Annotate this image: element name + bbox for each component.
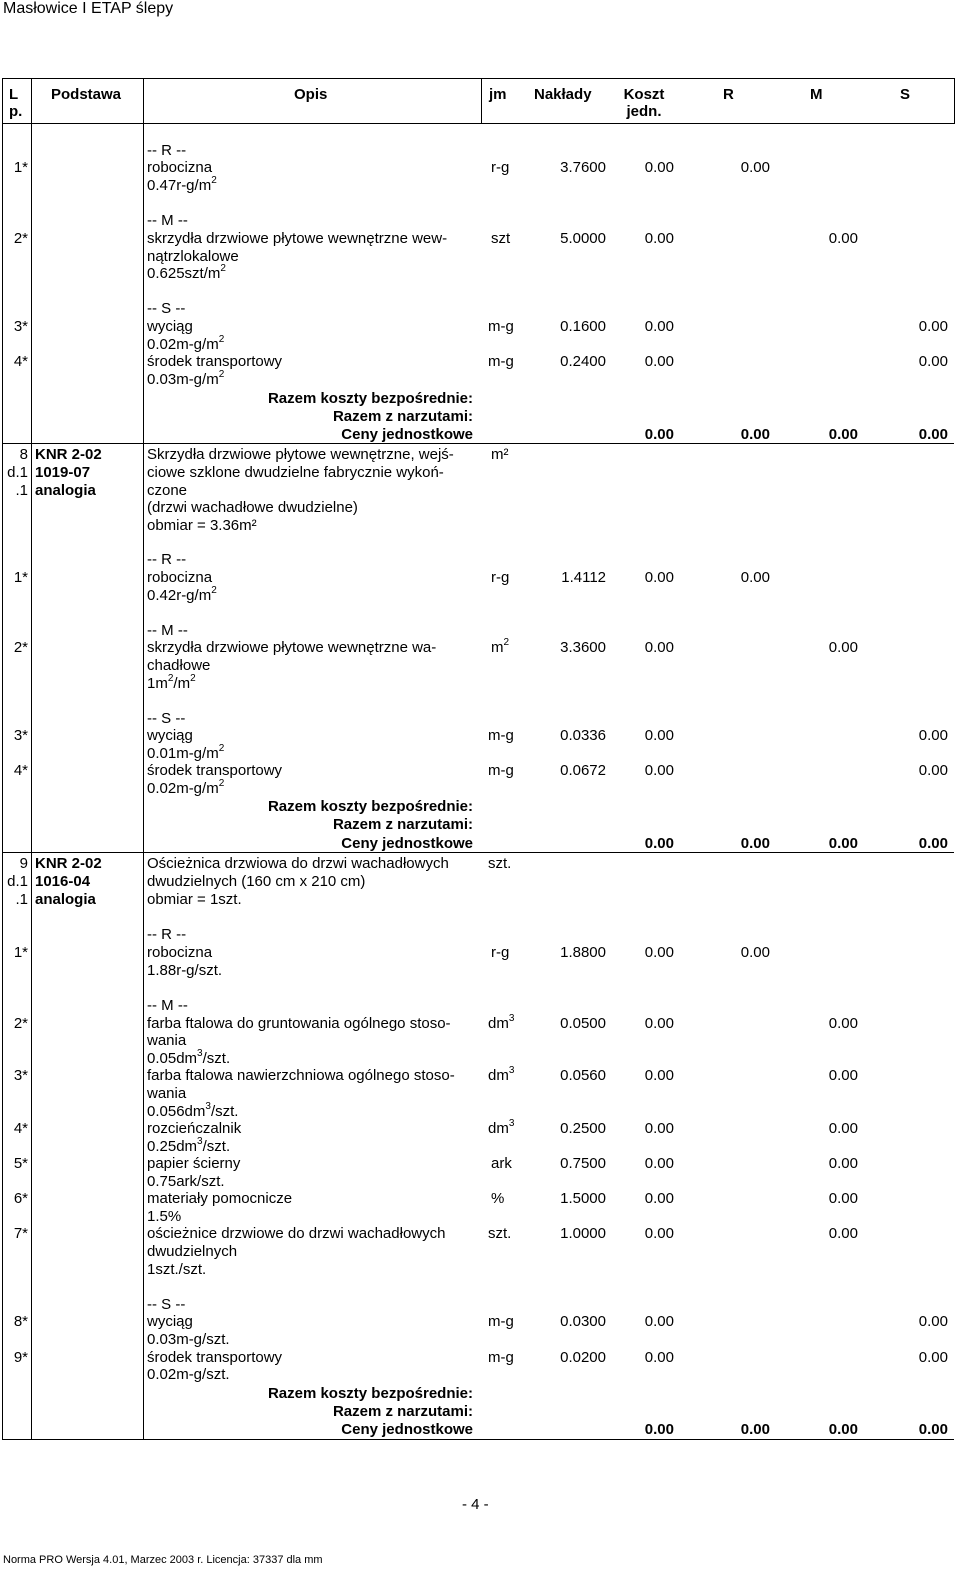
position-number-sub: .1 bbox=[15, 891, 28, 908]
position-description: (drzwi wachadłowe dwudzielne) bbox=[147, 499, 358, 516]
resource-norm: $0.625szt/m^2$ bbox=[147, 263, 226, 282]
summary-with-markups: Razem z narzutami: bbox=[332, 408, 473, 425]
resource-name: rozcieńczalnik bbox=[147, 1120, 242, 1137]
position-basis-code: 1016-04 bbox=[35, 873, 91, 890]
resource-unit-cost: 0.00 bbox=[644, 159, 674, 176]
header-koszt: Koszt jedn. bbox=[623, 86, 665, 120]
position-basis-note: analogia bbox=[35, 891, 96, 908]
resource-unit: $dm^3$ bbox=[488, 1118, 515, 1137]
section-s-heading: -- S -- bbox=[147, 300, 186, 317]
resource-unit: szt. bbox=[488, 1225, 512, 1242]
resource-name: farba ftalowa nawierzchniowa ogólnego stoso- bbox=[147, 1067, 455, 1084]
row-number: 9* bbox=[13, 1349, 28, 1366]
resource-norm: $1m^2/m^2$ bbox=[147, 673, 196, 692]
resource-value-s: 0.00 bbox=[918, 762, 948, 779]
header-jm: jm bbox=[489, 86, 507, 103]
section-s-heading: -- S -- bbox=[147, 710, 186, 727]
row-number: 5* bbox=[13, 1155, 28, 1172]
resource-quantity: 5.0000 bbox=[560, 230, 606, 247]
position-number-sub: d.1 bbox=[7, 873, 28, 890]
resource-norm: 0.75ark/szt. bbox=[147, 1173, 225, 1190]
header-opis: Opis bbox=[294, 86, 328, 103]
resource-unit-cost: 0.00 bbox=[644, 1015, 674, 1032]
header-naklady: Nakłady bbox=[534, 86, 592, 103]
resource-name: papier ścierny bbox=[147, 1155, 241, 1172]
resource-unit: m-g bbox=[488, 727, 514, 744]
resource-norm: 1szt./szt. bbox=[147, 1261, 207, 1278]
resource-name: środek transportowy bbox=[147, 1349, 283, 1366]
resource-unit-cost: 0.00 bbox=[644, 762, 674, 779]
resource-quantity: 0.0560 bbox=[560, 1067, 606, 1084]
summary-direct-costs: Razem koszty bezpośrednie: bbox=[267, 798, 473, 815]
header-m: M bbox=[810, 86, 823, 103]
unit-price-total: 0.00 bbox=[644, 1421, 674, 1438]
unit-price-s: 0.00 bbox=[918, 1421, 948, 1438]
resource-unit-cost: 0.00 bbox=[644, 318, 674, 335]
resource-norm: $0.03m-g/m^2$ bbox=[147, 369, 225, 388]
resource-name: skrzydła drzwiowe płytowe wewnętrzne wew- bbox=[147, 230, 448, 247]
table-right-border bbox=[954, 78, 955, 124]
resource-name: robocizna bbox=[147, 569, 213, 586]
row-number: 2* bbox=[13, 1015, 28, 1032]
position-divider bbox=[2, 852, 954, 853]
position-quantity: obmiar = 3.36m² bbox=[147, 517, 257, 534]
resource-name: środek transportowy bbox=[147, 762, 283, 779]
position-unit: m² bbox=[491, 446, 509, 463]
page-number: - 4 - bbox=[462, 1496, 489, 1513]
section-m-heading: -- M -- bbox=[147, 212, 188, 229]
resource-norm: 1.88r-g/szt. bbox=[147, 962, 223, 979]
resource-unit-cost: 0.00 bbox=[644, 230, 674, 247]
table-top-border bbox=[2, 78, 954, 79]
unit-price-total: 0.00 bbox=[644, 426, 674, 443]
position-description: dwudzielnych (160 cm x 210 cm) bbox=[147, 873, 366, 890]
resource-value-m: 0.00 bbox=[828, 1015, 858, 1032]
position-basis-note: analogia bbox=[35, 482, 96, 499]
resource-value-s: 0.00 bbox=[918, 1313, 948, 1330]
resource-unit: r-g bbox=[491, 944, 510, 961]
resource-unit-cost: 0.00 bbox=[644, 1067, 674, 1084]
resource-unit: m-g bbox=[488, 318, 514, 335]
position-basis: KNR 2-02 bbox=[35, 855, 102, 872]
resource-unit-cost: 0.00 bbox=[644, 1313, 674, 1330]
resource-name-cont: nątrzlokalowe bbox=[147, 248, 239, 265]
resource-unit: m-g bbox=[488, 1349, 514, 1366]
resource-norm: $0.05dm^3$/szt. bbox=[147, 1048, 231, 1067]
resource-value-m: 0.00 bbox=[828, 1225, 858, 1242]
section-r-heading: -- R -- bbox=[147, 551, 187, 568]
position-unit: szt. bbox=[488, 855, 512, 872]
row-number: 7* bbox=[13, 1225, 28, 1242]
resource-value-r: 0.00 bbox=[740, 159, 770, 176]
col-divider-lp bbox=[31, 78, 32, 1440]
summary-with-markups: Razem z narzutami: bbox=[332, 1403, 473, 1420]
resource-quantity: 0.0672 bbox=[560, 762, 606, 779]
resource-value-s: 0.00 bbox=[918, 318, 948, 335]
document-title: Masłowice I ETAP ślepy bbox=[3, 0, 174, 17]
unit-price-s: 0.00 bbox=[918, 835, 948, 852]
resource-name-cont: wania bbox=[147, 1085, 187, 1102]
resource-unit: $dm^3$ bbox=[488, 1065, 515, 1084]
resource-quantity: 0.0300 bbox=[560, 1313, 606, 1330]
section-s-heading: -- S -- bbox=[147, 1296, 186, 1313]
row-number: 4* bbox=[13, 353, 28, 370]
resource-value-s: 0.00 bbox=[918, 353, 948, 370]
section-r-heading: -- R -- bbox=[147, 926, 187, 943]
table-bottom-border bbox=[2, 1439, 954, 1440]
unit-price-total: 0.00 bbox=[644, 835, 674, 852]
section-m-heading: -- M -- bbox=[147, 997, 188, 1014]
position-description: Ościeżnica drzwiowa do drzwi wachadłowych bbox=[147, 855, 449, 872]
row-number: 3* bbox=[13, 318, 28, 335]
unit-price-r: 0.00 bbox=[740, 1421, 770, 1438]
resource-unit: $dm^3$ bbox=[488, 1013, 515, 1032]
resource-unit-cost: 0.00 bbox=[644, 1349, 674, 1366]
resource-unit: $m^2$ bbox=[491, 637, 510, 656]
col-divider-podstawa bbox=[143, 78, 144, 1440]
header-bottom-border bbox=[2, 123, 954, 124]
row-number: 1* bbox=[13, 944, 28, 961]
resource-value-s: 0.00 bbox=[918, 727, 948, 744]
resource-name: wyciąg bbox=[147, 1313, 193, 1330]
summary-unit-prices: Ceny jednostkowe bbox=[341, 426, 473, 443]
resource-quantity: 1.4112 bbox=[561, 569, 606, 586]
resource-name: wyciąg bbox=[147, 727, 193, 744]
resource-norm: $0.25dm^3$/szt. bbox=[147, 1136, 231, 1155]
resource-name: środek transportowy bbox=[147, 353, 283, 370]
position-number-sub: d.1 bbox=[7, 464, 28, 481]
resource-name-cont: wania bbox=[147, 1032, 187, 1049]
resource-unit: ark bbox=[491, 1155, 512, 1172]
resource-quantity: 0.0200 bbox=[560, 1349, 606, 1366]
resource-quantity: 1.0000 bbox=[560, 1225, 606, 1242]
resource-unit: szt bbox=[491, 230, 511, 247]
resource-unit-cost: 0.00 bbox=[644, 353, 674, 370]
resource-unit-cost: 0.00 bbox=[644, 1120, 674, 1137]
resource-value-r: 0.00 bbox=[740, 944, 770, 961]
resource-quantity: 0.0500 bbox=[560, 1015, 606, 1032]
resource-norm: 0.03m-g/szt. bbox=[147, 1331, 230, 1348]
resource-unit: m-g bbox=[488, 762, 514, 779]
row-number: 4* bbox=[13, 762, 28, 779]
position-basis-code: 1019-07 bbox=[35, 464, 91, 481]
resource-norm: $0.02m-g/m^2$ bbox=[147, 334, 225, 353]
unit-price-r: 0.00 bbox=[740, 835, 770, 852]
resource-value-m: 0.00 bbox=[828, 1120, 858, 1137]
unit-price-m: 0.00 bbox=[828, 426, 858, 443]
resource-unit: r-g bbox=[491, 159, 510, 176]
unit-price-r: 0.00 bbox=[740, 426, 770, 443]
resource-quantity: 3.7600 bbox=[560, 159, 606, 176]
summary-with-markups: Razem z narzutami: bbox=[332, 816, 473, 833]
position-description: czone bbox=[147, 482, 188, 499]
unit-price-m: 0.00 bbox=[828, 1421, 858, 1438]
resource-name: wyciąg bbox=[147, 318, 193, 335]
resource-norm: $0.42r-g/m^2$ bbox=[147, 585, 217, 604]
position-description: ciowe szklone dwudzielne fabrycznie wykoń- bbox=[147, 464, 444, 481]
resource-quantity: 0.7500 bbox=[560, 1155, 606, 1172]
resource-name: robocizna bbox=[147, 159, 213, 176]
unit-price-s: 0.00 bbox=[918, 426, 948, 443]
resource-norm: $0.02m-g/m^2$ bbox=[147, 778, 225, 797]
resource-quantity: 0.1600 bbox=[560, 318, 606, 335]
resource-value-m: 0.00 bbox=[828, 1190, 858, 1207]
summary-direct-costs: Razem koszty bezpośrednie: bbox=[267, 1385, 473, 1402]
resource-norm: $0.056dm^3$/szt. bbox=[147, 1101, 239, 1120]
resource-unit: m-g bbox=[488, 1313, 514, 1330]
row-number: 2* bbox=[13, 230, 28, 247]
resource-name: ościeżnice drzwiowe do drzwi wachadłowych bbox=[147, 1225, 446, 1242]
resource-value-m: 0.00 bbox=[828, 1067, 858, 1084]
resource-quantity: 0.0336 bbox=[560, 727, 606, 744]
unit-price-m: 0.00 bbox=[828, 835, 858, 852]
position-number-sub: .1 bbox=[15, 482, 28, 499]
header-r: R bbox=[723, 86, 734, 103]
resource-quantity: 1.8800 bbox=[560, 944, 606, 961]
row-number: 1* bbox=[13, 159, 28, 176]
resource-name-cont: dwudzielnych bbox=[147, 1243, 238, 1260]
section-m-heading: -- M -- bbox=[147, 622, 188, 639]
row-number: 3* bbox=[13, 727, 28, 744]
resource-unit-cost: 0.00 bbox=[644, 639, 674, 656]
row-number: 6* bbox=[13, 1190, 28, 1207]
resource-unit-cost: 0.00 bbox=[644, 1155, 674, 1172]
header-s: S bbox=[900, 86, 911, 103]
summary-direct-costs: Razem koszty bezpośrednie: bbox=[267, 390, 473, 407]
resource-name: materiały pomocnicze bbox=[147, 1190, 293, 1207]
position-divider bbox=[2, 443, 954, 444]
resource-value-m: 0.00 bbox=[828, 1155, 858, 1172]
resource-unit: m-g bbox=[488, 353, 514, 370]
position-basis: KNR 2-02 bbox=[35, 446, 102, 463]
resource-name-cont: chadłowe bbox=[147, 657, 211, 674]
col-divider-opis bbox=[481, 78, 482, 124]
header-podstawa: Podstawa bbox=[51, 86, 122, 103]
row-number: 1* bbox=[13, 569, 28, 586]
resource-value-s: 0.00 bbox=[918, 1349, 948, 1366]
position-description: Skrzydła drzwiowe płytowe wewnętrzne, wejś- bbox=[147, 446, 454, 463]
resource-unit: r-g bbox=[491, 569, 510, 586]
resource-name: farba ftalowa do gruntowania ogólnego stoso- bbox=[147, 1015, 451, 1032]
resource-norm: $0.47r-g/m^2$ bbox=[147, 175, 217, 194]
position-quantity: obmiar = 1szt. bbox=[147, 891, 242, 908]
resource-quantity: 3.3600 bbox=[560, 639, 606, 656]
resource-quantity: 0.2400 bbox=[560, 353, 606, 370]
row-number: 4* bbox=[13, 1120, 28, 1137]
position-number: 9 bbox=[19, 855, 28, 872]
resource-unit-cost: 0.00 bbox=[644, 944, 674, 961]
row-number: 3* bbox=[13, 1067, 28, 1084]
resource-quantity: 1.5000 bbox=[560, 1190, 606, 1207]
summary-unit-prices: Ceny jednostkowe bbox=[341, 1421, 473, 1438]
resource-value-m: 0.00 bbox=[828, 639, 858, 656]
position-number: 8 bbox=[19, 446, 28, 463]
resource-norm: 0.02m-g/szt. bbox=[147, 1366, 230, 1383]
resource-unit-cost: 0.00 bbox=[644, 569, 674, 586]
resource-quantity: 0.2500 bbox=[560, 1120, 606, 1137]
resource-value-r: 0.00 bbox=[740, 569, 770, 586]
resource-unit-cost: 0.00 bbox=[644, 1190, 674, 1207]
resource-norm: $0.01m-g/m^2$ bbox=[147, 743, 225, 762]
header-lp: L p. bbox=[9, 86, 23, 120]
row-number: 2* bbox=[13, 639, 28, 656]
resource-unit-cost: 0.00 bbox=[644, 1225, 674, 1242]
resource-value-m: 0.00 bbox=[828, 230, 858, 247]
resource-unit-cost: 0.00 bbox=[644, 727, 674, 744]
row-number: 8* bbox=[13, 1313, 28, 1330]
resource-unit: % bbox=[491, 1190, 505, 1207]
resource-name: robocizna bbox=[147, 944, 213, 961]
summary-unit-prices: Ceny jednostkowe bbox=[341, 835, 473, 852]
resource-name: skrzydła drzwiowe płytowe wewnętrzne wa- bbox=[147, 639, 437, 656]
resource-norm: 1.5% bbox=[147, 1208, 182, 1225]
footer-license: Norma PRO Wersja 4.01, Marzec 2003 r. Licencja: 37337 dla mm bbox=[3, 1554, 323, 1566]
section-r-heading: -- R -- bbox=[147, 142, 187, 159]
